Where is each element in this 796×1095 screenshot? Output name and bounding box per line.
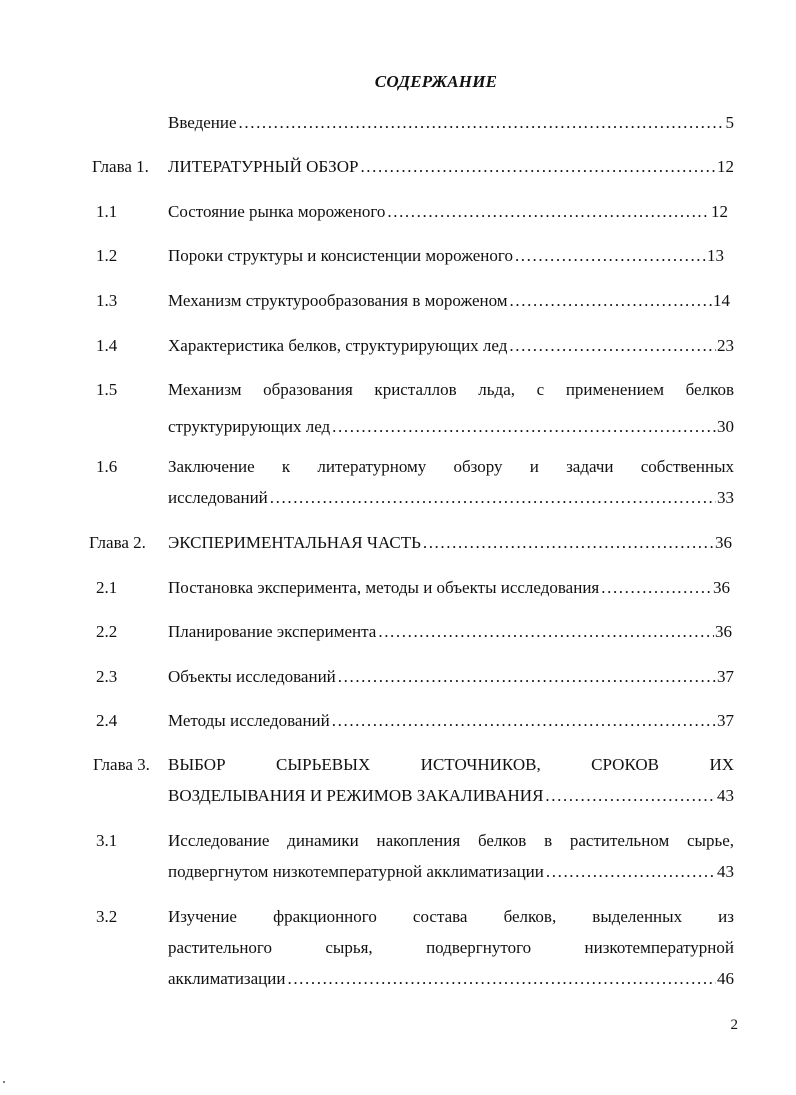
toc-entry-label: Механизм образования кристаллов льда, с применением белков (168, 380, 734, 399)
toc-entry-number: 3.2 (96, 907, 118, 926)
toc-entry-number: 1.4 (96, 336, 118, 355)
toc-entry-page: 43 (717, 786, 734, 805)
toc-entry-number: Глава 3. (93, 755, 150, 774)
toc-entry-label: Постановка эксперимента, методы и объекты исследования (168, 578, 600, 597)
toc-entry-page: 37 (717, 711, 734, 730)
toc-entry-label: Планирование эксперимента (168, 622, 377, 641)
dot-leader (507, 331, 716, 361)
toc-entry-label: подвергнутом низкотемпературной акклиматизации (168, 862, 544, 881)
dot-leader (358, 152, 716, 182)
toc-entry-label: Введение (168, 113, 237, 132)
toc-entry-number: 2.1 (96, 578, 118, 597)
toc-entry-page: 46 (717, 969, 734, 988)
toc-entry-label: ЭКСПЕРИМЕНТАЛЬНАЯ ЧАСТЬ (168, 533, 421, 552)
toc-entry-label: Заключение к литературному обзору и задачи собственных (168, 457, 734, 476)
toc-entry-label: Состояние рынка мороженого (168, 202, 386, 221)
toc-entry-page: 36 (715, 533, 732, 552)
toc-entry-label: Механизм структурообразования в мороженом (168, 291, 508, 310)
toc-entry-page: 43 (717, 862, 734, 881)
toc-entry-label: Объекты исследований (168, 667, 336, 686)
toc-entry-number: 2.3 (96, 667, 118, 686)
toc-title: СОДЕРЖАНИЕ (374, 72, 498, 91)
toc-entry-label: ВЫБОР СЫРЬЕВЫХ ИСТОЧНИКОВ, СРОКОВ ИХ (168, 755, 734, 774)
dot-leader (376, 617, 714, 647)
toc-entry-page: 33 (717, 488, 734, 507)
toc-entry-page: 14 (713, 291, 730, 310)
toc-entry-label: Изучение фракционного состава белков, выделенных из (168, 907, 734, 926)
toc-entry-page: 37 (717, 667, 734, 686)
dot-leader (544, 857, 716, 887)
toc-entry-page: 12 (711, 202, 728, 221)
scan-speck (3, 1081, 5, 1083)
toc-entry-label: Исследование динамики накопления белков в растительном сырье, (168, 831, 734, 850)
toc-entry-page: 13 (707, 246, 724, 265)
dot-leader (508, 286, 712, 316)
toc-entry-page: 12 (717, 157, 734, 176)
dot-leader (237, 108, 725, 138)
toc-entry-number: 3.1 (96, 831, 118, 850)
toc-entry-label: исследований (168, 488, 268, 507)
toc-entry-number: 1.1 (96, 202, 118, 221)
toc-entry-label: ЛИТЕРАТУРНЫЙ ОБЗОР (168, 157, 359, 176)
toc-entry-page: 5 (725, 113, 734, 132)
toc-entry-label: структурирующих лед (168, 417, 331, 436)
dot-leader (336, 662, 716, 692)
dot-leader (330, 706, 716, 736)
dot-leader (543, 781, 716, 811)
toc-entry-number: Глава 1. (92, 157, 149, 176)
dot-leader (285, 964, 716, 994)
dot-leader (268, 483, 716, 513)
dot-leader (421, 528, 714, 558)
toc-entry-label: Характеристика белков, структурирующих лед (168, 336, 508, 355)
toc-entry-label: ВОЗДЕЛЫВАНИЯ И РЕЖИМОВ ЗАКАЛИВАНИЯ (168, 786, 544, 805)
toc-entry-page: 36 (715, 622, 732, 641)
toc-entry-number: 2.4 (96, 711, 118, 730)
page-number: 2 (730, 1017, 738, 1033)
toc-entry-number: 2.2 (96, 622, 118, 641)
toc-entry-number: 1.5 (96, 380, 118, 399)
dot-leader (513, 241, 706, 271)
toc-entry-page: 30 (717, 417, 734, 436)
dot-leader (599, 573, 712, 603)
toc-entry-label: растительного сырья, подвергнутого низкотемпературной (168, 938, 734, 957)
toc-entry-label: Методы исследований (168, 711, 330, 730)
dot-leader (330, 412, 716, 442)
dot-leader (385, 197, 710, 227)
toc-entry-page: 36 (713, 578, 730, 597)
toc-entry-number: 1.3 (96, 291, 118, 310)
toc-entry-number: 1.6 (96, 457, 118, 476)
toc-entry-label: акклиматизации (168, 969, 286, 988)
toc-entry-number: Глава 2. (89, 533, 146, 552)
toc-entry-label: Пороки структуры и консистенции мороженого (168, 246, 513, 265)
toc-entry-number: 1.2 (96, 246, 118, 265)
toc-entry-page: 23 (717, 336, 734, 355)
